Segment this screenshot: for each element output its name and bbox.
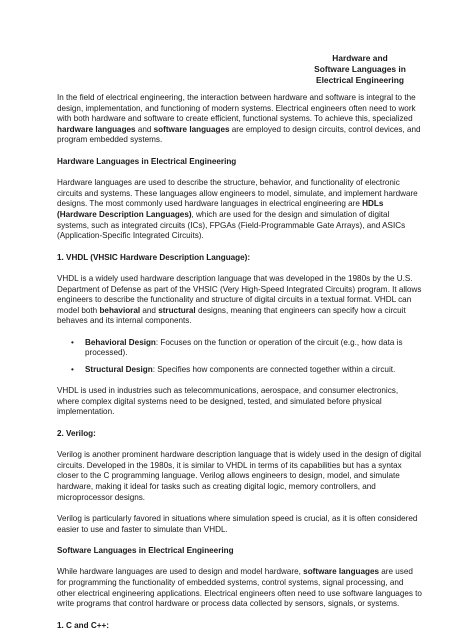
vhdl-text-mid: and (140, 305, 159, 315)
hardware-bold-hdls: HDLs (Hardware Description Languages) (57, 199, 384, 219)
vhdl-text-pre: VHDL is a widely used hardware description language that was developed in the 1980s by the U.S. Department of Defense as part of the VHSIC (Very High-Speed Integrated Circuits) program. It allows engineers to describe the functionality and structure of digital circuits in a textual format. VHDL can model both (57, 273, 422, 315)
intro-text-pre: In the field of electrical engineering, the interaction between hardware and software is integral to the design, implementation, and functioning of modern systems. Electrical engineers often need to work with both hardware and software to create efficient, functional systems. To achieve this, specialized (57, 93, 416, 124)
intro-bold-hardware-languages: hardware languages (57, 124, 136, 134)
section-heading-software: Software Languages in Electrical Engineering (57, 545, 234, 555)
bullet-dot-icon: • (71, 364, 74, 374)
verilog-paragraph-2: Verilog is particularly favored in situations where simulation speed is crucial, as it is often considered easier to use and faster to simulate than VHDL. (57, 513, 418, 534)
vhdl-paragraph (57, 274, 422, 327)
vhdl-usage-paragraph: VHDL is used in industries such as telecommunications, aerospace, and consumer electronics, where complex digital systems need to be designed, tested, and simulated before physical implementation. (57, 386, 399, 417)
title-line-2: Software Languages in (314, 64, 406, 75)
software-bold-languages: software languages (303, 567, 380, 577)
bullet-description: : Focuses on the function or operation of the circuit (e.g., how data is processed). (85, 337, 403, 358)
bullet-term: Structural Design (85, 364, 153, 374)
bullet-item-structural (71, 364, 422, 376)
design-bullet-list (57, 338, 422, 376)
title-line-1: Hardware and (332, 53, 388, 63)
software-text-post: are used for programming the functionality of embedded systems, control systems, signal processing, and other electrical engineering applications. Electrical engineers often need to use software languages to write programs that control hardware or process data collected by sensors, signals, or systems. (57, 567, 422, 609)
software-paragraph (57, 567, 422, 609)
vhdl-text-post: designs, meaning that engineers can specify how a circuit behaves and its internal components. (57, 305, 406, 326)
software-text-pre: While hardware languages are used to design and model hardware, (57, 567, 304, 577)
subheading-c-cpp: 1. C and C++: (57, 620, 109, 630)
intro-text-mid: and (135, 124, 154, 134)
intro-text-post: are employed to design circuits, control devices, and program embedded systems. (57, 124, 421, 145)
title-line-3: Electrical Engineering (316, 75, 404, 86)
hardware-text-post: , which are used for the design and simulation of digital systems, such as integrated circuits (ICs), FPGAs (Field-Programmable Gate Arrays), and ASICs (Application-Specific Integrated Circuits). (57, 209, 406, 241)
subheading-vhdl: 1. VHDL (VHSIC Hardware Description Language): (57, 252, 251, 262)
document-title (300, 53, 420, 87)
bullet-dot-icon: • (71, 337, 74, 347)
hardware-paragraph (57, 178, 422, 242)
intro-paragraph (57, 93, 422, 146)
bullet-description: : Specifies how components are connected together within a circuit. (152, 364, 396, 374)
bullet-item-behavioral (71, 337, 422, 359)
hardware-text-pre: Hardware languages are used to describe the structure, behavior, and functionality of electronic circuits and systems. These languages allow engineers to model, simulate, and implement hardware designs. The most commonly used hardware languages in electrical engineering are (57, 178, 418, 209)
bullet-term: Behavioral Design (85, 337, 156, 347)
vhdl-bold-behavioral: behavioral (99, 305, 141, 315)
section-heading-hardware: Hardware Languages in Electrical Engineering (57, 156, 237, 166)
vhdl-bold-structural: structural (158, 305, 196, 315)
verilog-paragraph-1: Verilog is another prominent hardware description language that is widely used in the design of digital circuits. Developed in the 1980s, it is similar to VHDL in terms of its capabilities but has a syntax closer to the C programming language. Verilog allows engineers to design, model, and simulate hardware, making it ideal for tasks such as creating digital logic, memory controllers, and microprocessor designs. (57, 450, 422, 502)
document-body (57, 93, 422, 642)
subheading-verilog: 2. Verilog: (57, 428, 96, 438)
intro-bold-software-languages: software languages (153, 124, 230, 134)
